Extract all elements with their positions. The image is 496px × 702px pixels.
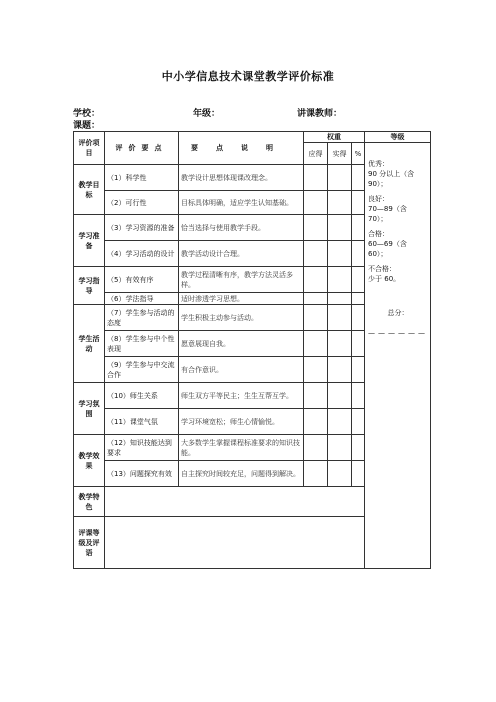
topic-label: 课题： (73, 121, 101, 131)
header-description: 要点说明 (179, 132, 304, 165)
weight-percent-cell[interactable] (352, 305, 365, 331)
eval-point: （9）学生参与中交流合作 (105, 357, 179, 383)
eval-description: 学习环境宽松；师生心情愉悦。 (179, 409, 304, 435)
weight-actual-cell[interactable] (328, 305, 352, 331)
weight-actual-cell[interactable] (328, 165, 352, 191)
eval-point: （6）学法指导 (105, 293, 179, 305)
category-teaching-goals: 教学目标 (74, 165, 105, 215)
weight-due-cell[interactable] (304, 241, 328, 267)
weight-due-cell[interactable] (304, 293, 328, 305)
evaluation-comment-label: 评课等级及评语 (74, 517, 105, 569)
weight-percent-cell[interactable] (352, 293, 365, 305)
weight-actual-cell[interactable] (328, 241, 352, 267)
page-title: 中小学信息技术课堂教学评价标准 (161, 70, 335, 83)
eval-point: （12）知识技能达到要求 (105, 435, 179, 461)
grade-pass: 合格： 60—69（含 60）； (368, 230, 407, 258)
weight-actual-cell[interactable] (328, 191, 352, 215)
eval-point: （11）课堂气氛 (105, 409, 179, 435)
teaching-features-label: 教学特色 (74, 487, 105, 517)
weight-due-cell[interactable] (304, 331, 328, 357)
weight-percent-cell[interactable] (352, 191, 365, 215)
header-weight: 权重 (304, 132, 365, 143)
category-learning-guidance: 学习指导 (74, 267, 105, 305)
header-grade: 等级 (365, 132, 431, 143)
category-student-activity: 学生活动 (74, 305, 105, 383)
eval-description: 大多数学生掌握课程标准要求的知识技能。 (179, 435, 304, 461)
eval-point: （3）学习资源的准备 (105, 215, 179, 241)
weight-percent-cell[interactable] (352, 409, 365, 435)
weight-actual-cell[interactable] (328, 461, 352, 487)
category-learning-preparation: 学习准备 (74, 215, 105, 267)
school-label: 学校： (73, 109, 101, 119)
grade-label: 年级： (193, 109, 221, 119)
weight-due-cell[interactable] (304, 191, 328, 215)
eval-description: 自主探究时间较充足，问题得到解决。 (179, 461, 304, 487)
weight-due-cell[interactable] (304, 267, 328, 293)
evaluation-table (73, 131, 431, 569)
category-learning-atmosphere: 学习氛围 (74, 383, 105, 435)
weight-actual-cell[interactable] (328, 331, 352, 357)
weight-actual-cell[interactable] (328, 267, 352, 293)
weight-due-cell[interactable] (304, 215, 328, 241)
eval-point: （1）科学性 (105, 165, 179, 191)
eval-description: 适时渗透学习思想。 (179, 293, 304, 305)
weight-actual-cell[interactable] (328, 409, 352, 435)
weight-percent-cell[interactable] (352, 435, 365, 461)
eval-description: 教学活动设计合理。 (179, 241, 304, 267)
weight-due-cell[interactable] (304, 357, 328, 383)
eval-description: 有合作意识。 (179, 357, 304, 383)
grade-good: 良好： 70—89（含 70）； (368, 195, 407, 223)
header-weight-due: 应得 (304, 143, 328, 165)
weight-due-cell[interactable] (304, 165, 328, 191)
weight-actual-cell[interactable] (328, 383, 352, 409)
grade-fail: 不合格： 少于 60。 (368, 265, 401, 283)
eval-point: （13）问题探究有效 (105, 461, 179, 487)
weight-percent-cell[interactable] (352, 241, 365, 267)
eval-description: 愿意展现自我。 (179, 331, 304, 357)
weight-percent-cell[interactable] (352, 331, 365, 357)
eval-description: 教学过程清晰有序，教学方法灵活多样。 (179, 267, 304, 293)
weight-actual-cell[interactable] (328, 293, 352, 305)
weight-due-cell[interactable] (304, 305, 328, 331)
header-category: 评价项目 (74, 132, 105, 165)
header-point: 评价要点 (105, 132, 179, 165)
eval-description: 教学设计思想体现课改理念。 (179, 165, 304, 191)
total-score-label: 总分： (387, 309, 409, 317)
weight-actual-cell[interactable] (328, 357, 352, 383)
weight-percent-cell[interactable] (352, 267, 365, 293)
total-score-blank: —————— (368, 329, 429, 337)
eval-description: 恰当选择与使用教学手段。 (179, 215, 304, 241)
eval-point: （4）学习活动的设计 (105, 241, 179, 267)
weight-due-cell[interactable] (304, 461, 328, 487)
evaluation-comment-field[interactable] (105, 517, 431, 569)
eval-description: 目标具体明确，适应学生认知基础。 (179, 191, 304, 215)
eval-description: 师生双方平等民主；生生互帮互学。 (179, 383, 304, 409)
teaching-features-field[interactable] (105, 487, 431, 517)
eval-point: （8）学生参与中个性表现 (105, 331, 179, 357)
weight-percent-cell[interactable] (352, 357, 365, 383)
weight-percent-cell[interactable] (352, 383, 365, 409)
header-weight-percent: % (352, 143, 365, 165)
eval-point: （10）师生关系 (105, 383, 179, 409)
eval-description: 学生积极主动参与活动。 (179, 305, 304, 331)
weight-percent-cell[interactable] (352, 461, 365, 487)
header-weight-actual: 实得 (328, 143, 352, 165)
eval-point: （5）有效有序 (105, 267, 179, 293)
eval-point: （2）可行性 (105, 191, 179, 215)
teacher-label: 讲课教师： (297, 109, 343, 119)
weight-due-cell[interactable] (304, 409, 328, 435)
weight-percent-cell[interactable] (352, 215, 365, 241)
weight-actual-cell[interactable] (328, 435, 352, 461)
weight-due-cell[interactable] (304, 383, 328, 409)
category-teaching-effect: 教学效果 (74, 435, 105, 487)
weight-percent-cell[interactable] (352, 165, 365, 191)
eval-point: （7）学生参与活动的态度 (105, 305, 179, 331)
weight-due-cell[interactable] (304, 435, 328, 461)
grade-excellent: 优秀： 90 分以上（含 90）； (368, 160, 415, 188)
weight-actual-cell[interactable] (328, 215, 352, 241)
